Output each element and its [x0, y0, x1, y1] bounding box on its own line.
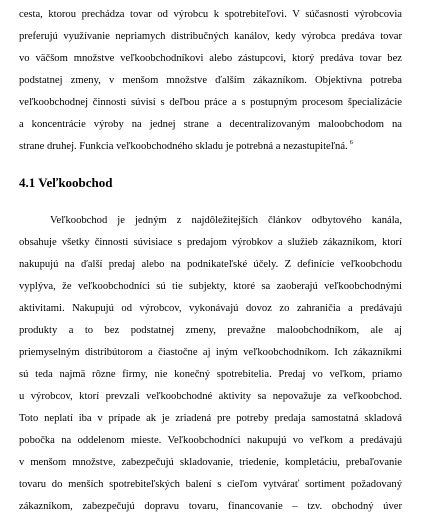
footnote-reference: 6 — [349, 139, 353, 146]
paragraph-2-line: tovaru do menších spotrebiteľských balení s cieľom vytvárať sortiment požadovaný — [19, 479, 402, 490]
paragraph-2-line: obsahuje všetky činnosti súvisiace s predajom výrobkov a služieb zákazníkom, ktorí — [19, 237, 402, 248]
paragraph-2-line: priemyselným distribútorom a čiastočne aj iným veľkoobchodníkom. Ich zákazníkmi — [19, 347, 402, 358]
paragraph-2-line: pobočka na oddelenom mieste. Veľkoobchodníci nakupujú vo veľkom a predávajú — [19, 435, 402, 446]
paragraph-2-line: aktivitami. Nakupujú od výrobcov, vykonávajú dovoz zo zahraničia a predávajú — [19, 303, 402, 314]
paragraph-1-line: preferujú využívanie nepriamych distribučných kanálov, kedy výrobca predáva tovar — [19, 31, 402, 42]
paragraph-2-line: vyplýva, že veľkoobchodníci sú tie subjekty, ktoré sa zaoberajú veľkoobchodnými — [19, 281, 402, 292]
paragraph-2-line: Veľkoobchod je jedným z najdôležitejších článkov odbytového kanála, — [50, 215, 402, 226]
paragraph-1-line: podstatnej zmeny, v menšom množstve ďalším zákazníkom. Objektívna potreba — [19, 75, 402, 86]
paragraph-1-line: a koncentrácie výroby na jednej strane a decentralizovaným maloobchodom na — [19, 119, 402, 130]
paragraph-2-line: v menšom množstve, zabezpečujú skladovanie, triedenie, kompletáciu, prebaľovanie — [19, 457, 402, 468]
paragraph-1-line: cesta, ktorou prechádza tovar od výrobcu k spotrebiteľovi. V súčasnosti výrobcovia — [19, 9, 402, 20]
paragraph-2-line: nakupujú na ďalší predaj alebo na podnikateľské účely. Z definície veľkoobchodu — [19, 259, 402, 270]
paragraph-1-line-text: strane druhej. Funkcia veľkoobchodného skladu je potrebná a nezastupiteľná. — [19, 141, 348, 152]
paragraph-2-line: Toto neplatí iba v prípade ak je zriadená pre potreby predaja samostatná skladová — [19, 413, 402, 424]
paragraph-2-line: zákazníkom, zabezpečujú dopravu tovaru, financovanie – tzv. obchodný úver — [19, 501, 402, 512]
section-heading: 4.1 Veľkoobchod — [19, 175, 113, 190]
paragraph-1-line: vo väčšom množstve veľkoobchodníkovi alebo zástupcovi, ktorý predáva tovar bez — [19, 53, 402, 64]
paragraph-2-line: sú teda najmä rôzne firmy, nie konečný spotrebitelia. Predaj vo veľkom, priamo — [19, 369, 402, 380]
paragraph-2-line: produkty a to bez podstatnej zmeny, prevažne maloobchodníkom, ale aj — [19, 325, 402, 336]
paragraph-1-line: veľkoobchodnej činnosti súvisí s deľbou práce a s postupným procesom špecializácie — [19, 97, 402, 108]
paragraph-1-last-line — [19, 137, 402, 157]
paragraph-2-line: u výrobcov, ktorí prevzali veľkoobchodné aktivity sa nepovažuje za veľkoobchod. — [19, 391, 402, 402]
